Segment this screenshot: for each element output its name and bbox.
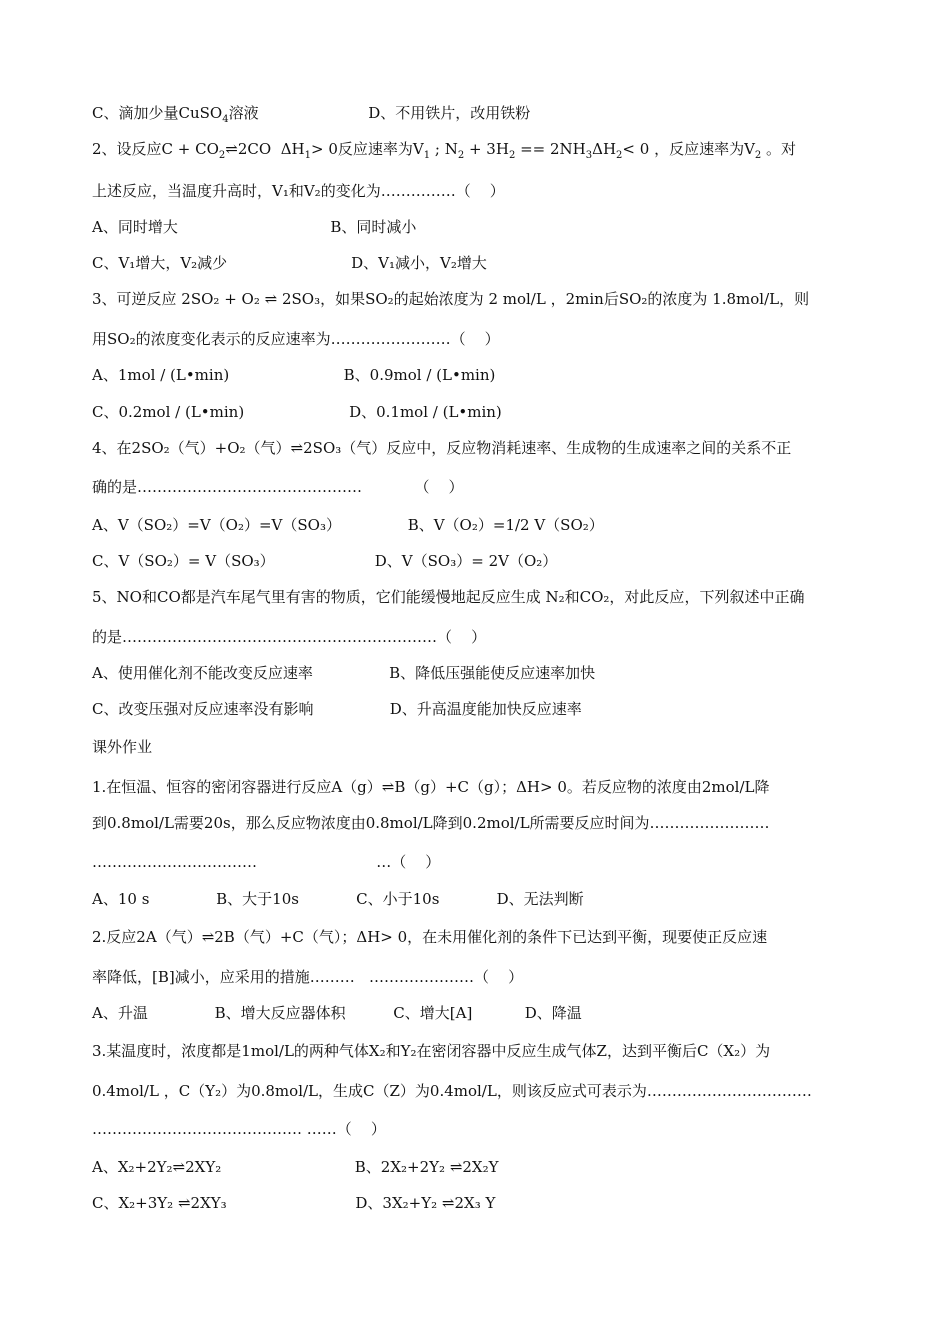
text-line: 1.在恒温、恒容的密闭容器进行反应A（g）⇌B（g）+C（g）；ΔH> 0。若反应物的浓度由2mol/L降 bbox=[92, 778, 770, 796]
text-line: 2.反应2A（气）⇌2B（气）+C（气）；ΔH> 0，在未用催化剂的条件下已达到平衡，现要使正反应速 bbox=[92, 928, 768, 946]
text-line: 0.4mol/L ，C（Y₂）为0.8mol/L，生成C（Z）为0.4mol/L，则该反应式可表示为…………………………… bbox=[92, 1082, 812, 1100]
text-line: 率降低，[B]减小，应采用的措施……… …………………（ ） bbox=[92, 968, 524, 986]
text-line: 到0.8mol/L需要20s，那么反应物浓度由0.8mol/L降到0.2mol/L所需要反应时间为…………………… bbox=[92, 814, 770, 832]
text-line: 用SO₂的浓度变化表示的反应速率为……………………（ ） bbox=[92, 330, 500, 348]
text-line: …………………………………… ……（ ） bbox=[92, 1120, 386, 1138]
text-line: C、X₂+3Y₂ ⇌2XY₃ D、3X₂+Y₂ ⇌2X₃ Y bbox=[92, 1194, 496, 1212]
text-line: A、使用催化剂不能改变反应速率 B、降低压强能使反应速率加快 bbox=[92, 664, 596, 682]
text-line: …………………………… …（ ） bbox=[92, 853, 441, 871]
text-line: A、升温 B、增大反应器体积 C、增大[A] D、降温 bbox=[92, 1004, 582, 1022]
text-line: C、滴加少量CuSO$_4$溶液 D、不用铁片，改用铁粉 bbox=[92, 104, 531, 125]
text-line: A、X₂+2Y₂⇌2XY₂ B、2X₂+2Y₂ ⇌2X₂Y bbox=[92, 1158, 499, 1176]
text-line: C、V₁增大，V₂减少 D、V₁减小，V₂增大 bbox=[92, 254, 487, 272]
text-line: 3、可逆反应 2SO₂ + O₂ ⇌ 2SO₃，如果SO₂的起始浓度为 2 mol/L ，2min后SO₂的浓度为 1.8mol/L，则 bbox=[92, 290, 810, 308]
text-line: 3.某温度时，浓度都是1mol/L的两种气体X₂和Y₂在密闭容器中反应生成气体Z，达到平衡后C（X₂）为 bbox=[92, 1042, 771, 1060]
text-line: C、V（SO₂）= V（SO₃） D、V（SO₃）= 2V（O₂） bbox=[92, 552, 558, 570]
text-line: A、V（SO₂）=V（O₂）=V（SO₃） B、V（O₂）=1/2 V（SO₂） bbox=[92, 516, 604, 534]
text-line: A、1mol / (L•min) B、0.9mol / (L•min) bbox=[92, 366, 496, 384]
text-line: 上述反应，当温度升高时，V₁和V₂的变化为……………（ ） bbox=[92, 182, 505, 200]
text-line: 课外作业 bbox=[92, 738, 153, 756]
text-line: C、0.2mol / (L•min) D、0.1mol / (L•min) bbox=[92, 403, 502, 421]
text-line: A、同时增大 B、同时减小 bbox=[92, 218, 417, 236]
text-line: 的是………………………………………………………（ ） bbox=[92, 628, 487, 646]
text-line: 4、在2SO₂（气）+O₂（气）⇌2SO₃（气）反应中，反应物消耗速率、生成物的生成速率之间的关系不正 bbox=[92, 439, 792, 457]
text-line: 5、NO和CO都是汽车尾气里有害的物质，它们能缓慢地起反应生成 N₂和CO₂，对此反应，下列叙述中正确 bbox=[92, 588, 805, 606]
text-line: A、10 s B、大于10s C、小于10s D、无法判断 bbox=[92, 890, 584, 908]
text-line: C、改变压强对反应速率没有影响 D、升高温度能加快反应速率 bbox=[92, 700, 582, 718]
text-line: 确的是……………………………………… （ ） bbox=[92, 478, 464, 496]
text-line: 2、设反应$C + CO_2\rightleftharpoons 2CO$ $\Delta H_1> 0$反应速率为$V_1$ ; $N_2 + 3H_2 == 2NH_3\Delta H_2< 0$ ，反应速率为$V_2$ 。对 bbox=[92, 140, 797, 161]
